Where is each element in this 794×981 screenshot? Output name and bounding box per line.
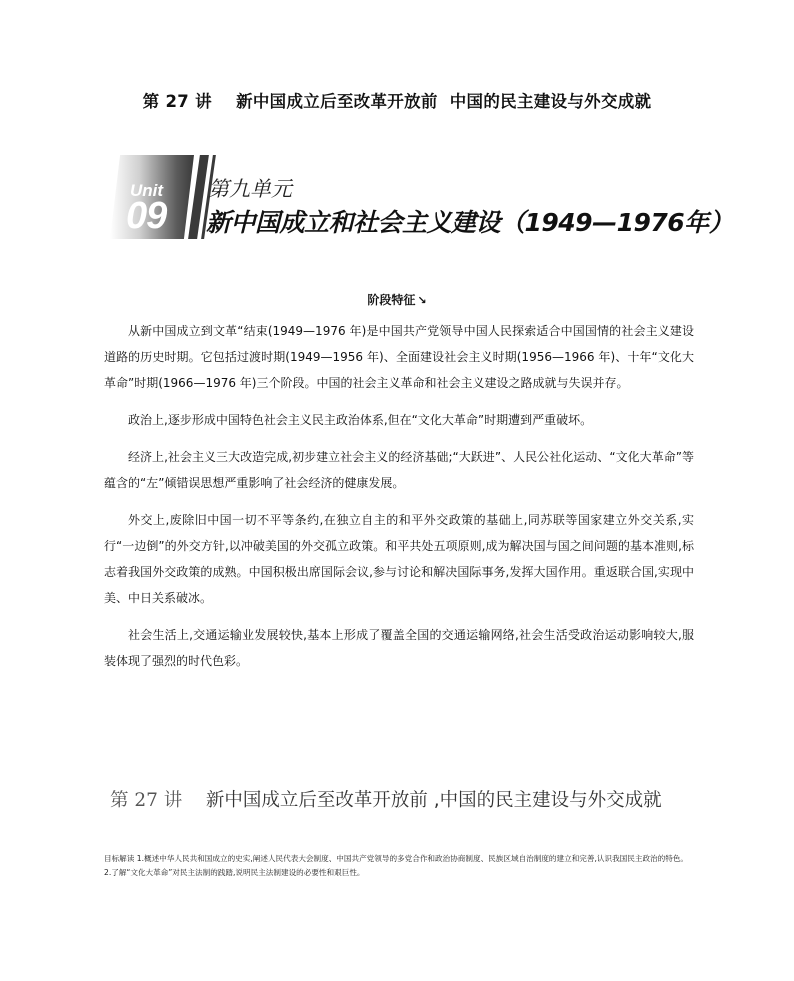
unit-badge [110, 155, 198, 239]
unit-banner [110, 155, 734, 245]
paragraph-economy: 经济上,社会主义三大改造完成,初步建立社会主义的经济基础;“大跃进”、人民公社化运动、“文化大革命”等蕴含的“左”倾错误思想严重影响了社会经济的健康发展。 [104, 450, 694, 490]
paragraph-society: 社会生活上,交通运输业发展较快,基本上形成了覆盖全国的交通运输网络,社会生活受政治运动影响较大,服装体现了强烈的时代色彩。 [104, 628, 694, 668]
paragraph-overview: 从新中国成立到文革“结束(1949—1976 年)是中国共产党领导中国人民探索适合中国国情的社会主义建设道路的历史时期。它包括过渡时期(1949—1956 年)、全面建设社会主义时期(1956—1966 年)、十年“文化大革命”时期(1966—1976 年)三个阶段。中国的社会主义革命和社会主义建设之路成就与失误并存。 [104, 324, 694, 390]
goal-line-1: 目标解读 1.概述中华人民共和国成立的史实,阐述人民代表大会制度、中国共产党领导的多党合作和政治协商制度、民族区域自治制度的建立和完善,认识我国民主政治的特色。 [104, 854, 689, 863]
arrow-down-right-icon: ↘ [417, 294, 427, 307]
paragraph-diplomacy: 外交上,废除旧中国一切不平等条约,在独立自主的和平外交政策的基础上,同苏联等国家建立外交关系,实行“一边倒”的外交方针,以冲破美国的外交孤立政策。和平共处五项原则,成为解决国与国之间问题的基本准则,标志着我国外交政策的成熟。中国积极出席国际会议,参与讨论和解决国际事务,发挥大国作用。重返联合国,实现中美、中日关系破冰。 [104, 513, 694, 605]
unit-title: 新中国成立和社会主义建设（1949—1976年） [206, 208, 734, 237]
learning-goals [104, 852, 696, 879]
stage-heading [0, 291, 794, 308]
lecture-title: 新中国成立后至改革开放前 ,中国的民主建设与外交成就 [205, 790, 662, 811]
goal-line-2: 2.了解“文化大革命”对民主法制的践踏,说明民主法制建设的必要性和艰巨性。 [104, 867, 365, 877]
paragraph-politics: 政治上,逐步形成中国特色社会主义民主政治体系,但在“文化大革命”时期遭到严重破坏。 [128, 413, 593, 427]
unit-subtitle: 第九单元 [208, 177, 292, 201]
stage-description [104, 318, 694, 685]
stage-heading-text: 阶段特征 [367, 293, 416, 307]
lecture-heading [110, 786, 662, 812]
unit-word: Unit [130, 181, 164, 200]
lecture-number: 第 27 讲 [110, 790, 183, 811]
unit-number: 09 [126, 195, 167, 237]
page-title: 第 27 讲 新中国成立后至改革开放前 中国的民主建设与外交成就 [142, 92, 652, 111]
